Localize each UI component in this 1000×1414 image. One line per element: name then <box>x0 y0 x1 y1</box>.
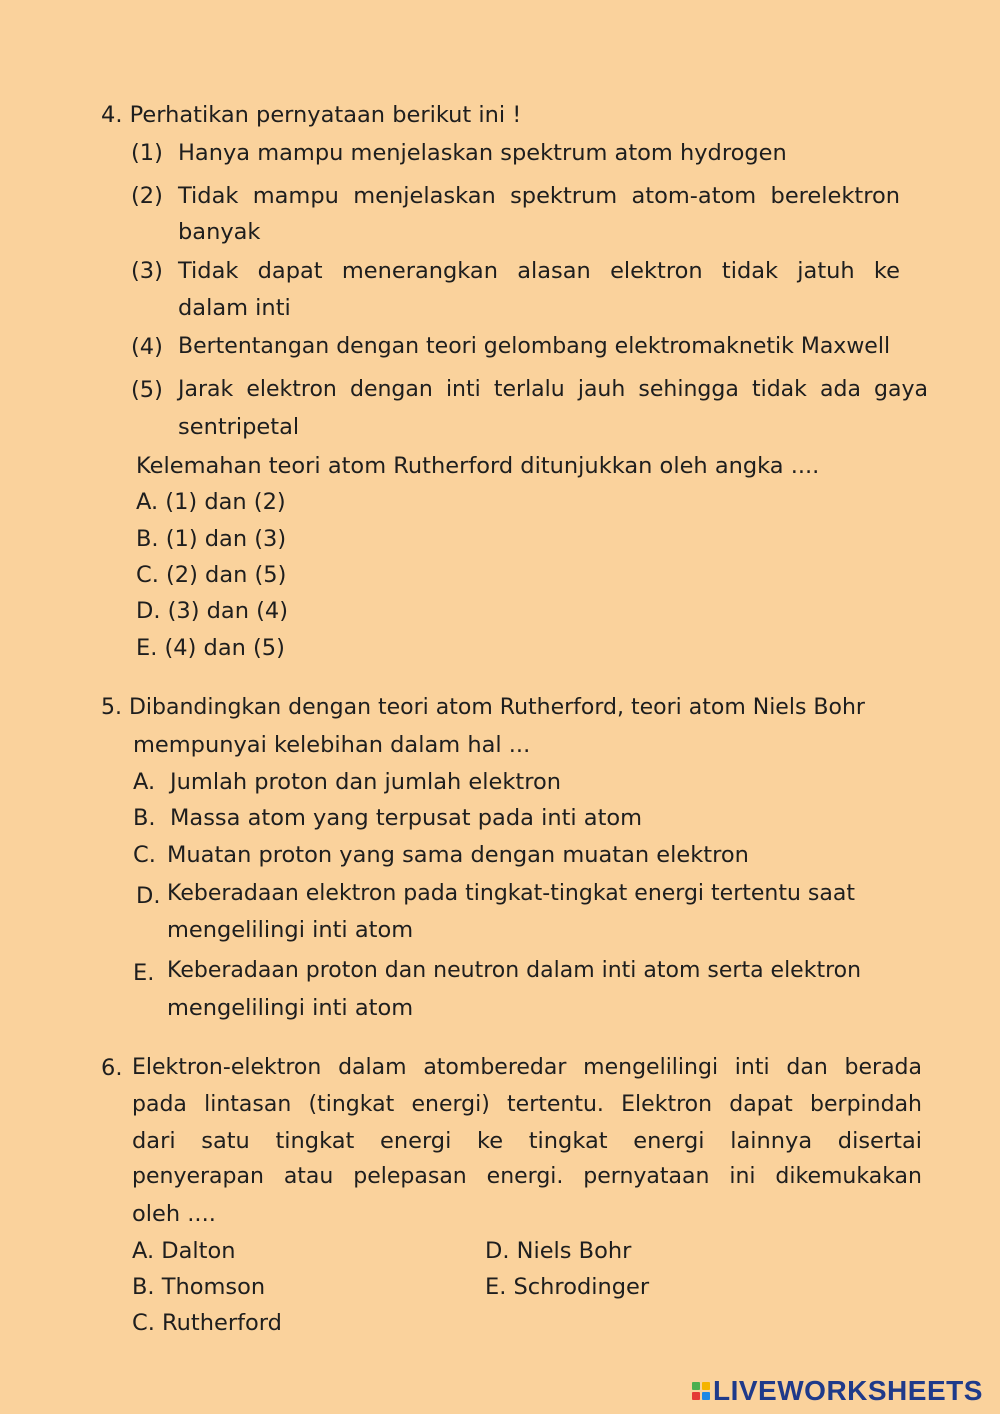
q5-option-c-text: Muatan proton yang sama dengan muatan elektron <box>167 842 749 868</box>
q5-option-b-text: Massa atom yang terpusat pada inti atom <box>170 805 643 831</box>
q5-option-d-letter: D. <box>136 883 161 909</box>
q5-option-c-letter: C. <box>133 842 156 868</box>
logo-square-yellow <box>702 1382 710 1390</box>
q5-option-b-letter: B. <box>133 805 156 831</box>
q4-statement-1-text: Hanya mampu menjelaskan spektrum atom hydrogen <box>178 140 787 166</box>
q4-option-e: E. (4) dan (5) <box>136 635 285 661</box>
logo-square-blue <box>702 1392 710 1400</box>
q5-option-d-text-cont: mengelilingi inti atom <box>167 917 414 943</box>
logo-square-green <box>692 1382 700 1390</box>
q4-statement-4-number: (4) <box>131 334 163 360</box>
liveworksheets-logo <box>692 1374 983 1408</box>
liveworksheets-logo-icon <box>692 1382 710 1400</box>
q6-option-a: A. Dalton <box>132 1238 236 1264</box>
q6-stem-line-2: pada lintasan (tingkat energi) tertentu. Elektron dapat berpindah <box>132 1092 922 1117</box>
q6-stem-line-5: oleh .... <box>132 1201 216 1227</box>
q6-number: 6. <box>101 1055 123 1081</box>
q4-option-c: C. (2) dan (5) <box>136 562 287 588</box>
q4-statement-4-text: Bertentangan dengan teori gelombang elektromaknetik Maxwell <box>178 334 891 359</box>
q4-statement-3-text: Tidak dapat menerangkan alasan elektron tidak jatuh ke <box>178 258 900 284</box>
liveworksheets-logo-text: LIVEWORKSHEETS <box>713 1375 983 1406</box>
q6-option-d: D. Niels Bohr <box>485 1238 632 1264</box>
q5-option-d-text: Keberadaan elektron pada tingkat-tingkat energi tertentu saat <box>167 881 855 906</box>
q5-option-e-text-cont: mengelilingi inti atom <box>167 995 414 1021</box>
q4-question: Kelemahan teori atom Rutherford ditunjukkan oleh angka .... <box>136 453 820 479</box>
q4-statement-3-text-cont: dalam inti <box>178 295 291 321</box>
logo-square-red <box>692 1392 700 1400</box>
q4-statement-3-number: (3) <box>131 258 163 284</box>
q4-statement-1-number: (1) <box>131 140 163 166</box>
q5-stem-cont: mempunyai kelebihan dalam hal ... <box>133 732 531 758</box>
q4-option-b: B. (1) dan (3) <box>136 526 287 552</box>
q6-stem-line-1: Elektron-elektron dalam atomberedar mengelilingi inti dan berada <box>132 1055 922 1080</box>
q5-option-e-text: Keberadaan proton dan neutron dalam inti atom serta elektron <box>167 958 862 983</box>
q5-option-e-letter: E. <box>133 960 155 986</box>
q4-statement-2-text-cont: banyak <box>178 219 261 245</box>
q6-stem-line-4: penyerapan atau pelepasan energi. pernyataan ini dikemukakan <box>132 1164 922 1189</box>
q4-statement-5-number: (5) <box>131 377 163 403</box>
q6-stem-line-3: dari satu tingkat energi ke tingkat energi lainnya disertai <box>132 1128 922 1154</box>
q4-statement-2-number: (2) <box>131 183 163 209</box>
q4-statement-5-text: Jarak elektron dengan inti terlalu jauh sehingga tidak ada gaya <box>178 377 928 402</box>
q5-option-a-letter: A. <box>133 769 156 795</box>
q6-option-c: C. Rutherford <box>132 1310 282 1336</box>
q4-option-a: A. (1) dan (2) <box>136 489 286 515</box>
q5-option-a-text: Jumlah proton dan jumlah elektron <box>170 769 562 795</box>
q4-statement-5-text-cont: sentripetal <box>178 414 300 440</box>
q5-stem: 5. Dibandingkan dengan teori atom Rutherford, teori atom Niels Bohr <box>101 695 865 720</box>
q4-stem: 4. Perhatikan pernyataan berikut ini ! <box>101 102 522 128</box>
q4-option-d: D. (3) dan (4) <box>136 598 289 624</box>
q6-option-b: B. Thomson <box>132 1274 266 1300</box>
q6-option-e: E. Schrodinger <box>485 1274 650 1300</box>
q4-statement-2-text: Tidak mampu menjelaskan spektrum atom-atom berelektron <box>178 183 900 209</box>
